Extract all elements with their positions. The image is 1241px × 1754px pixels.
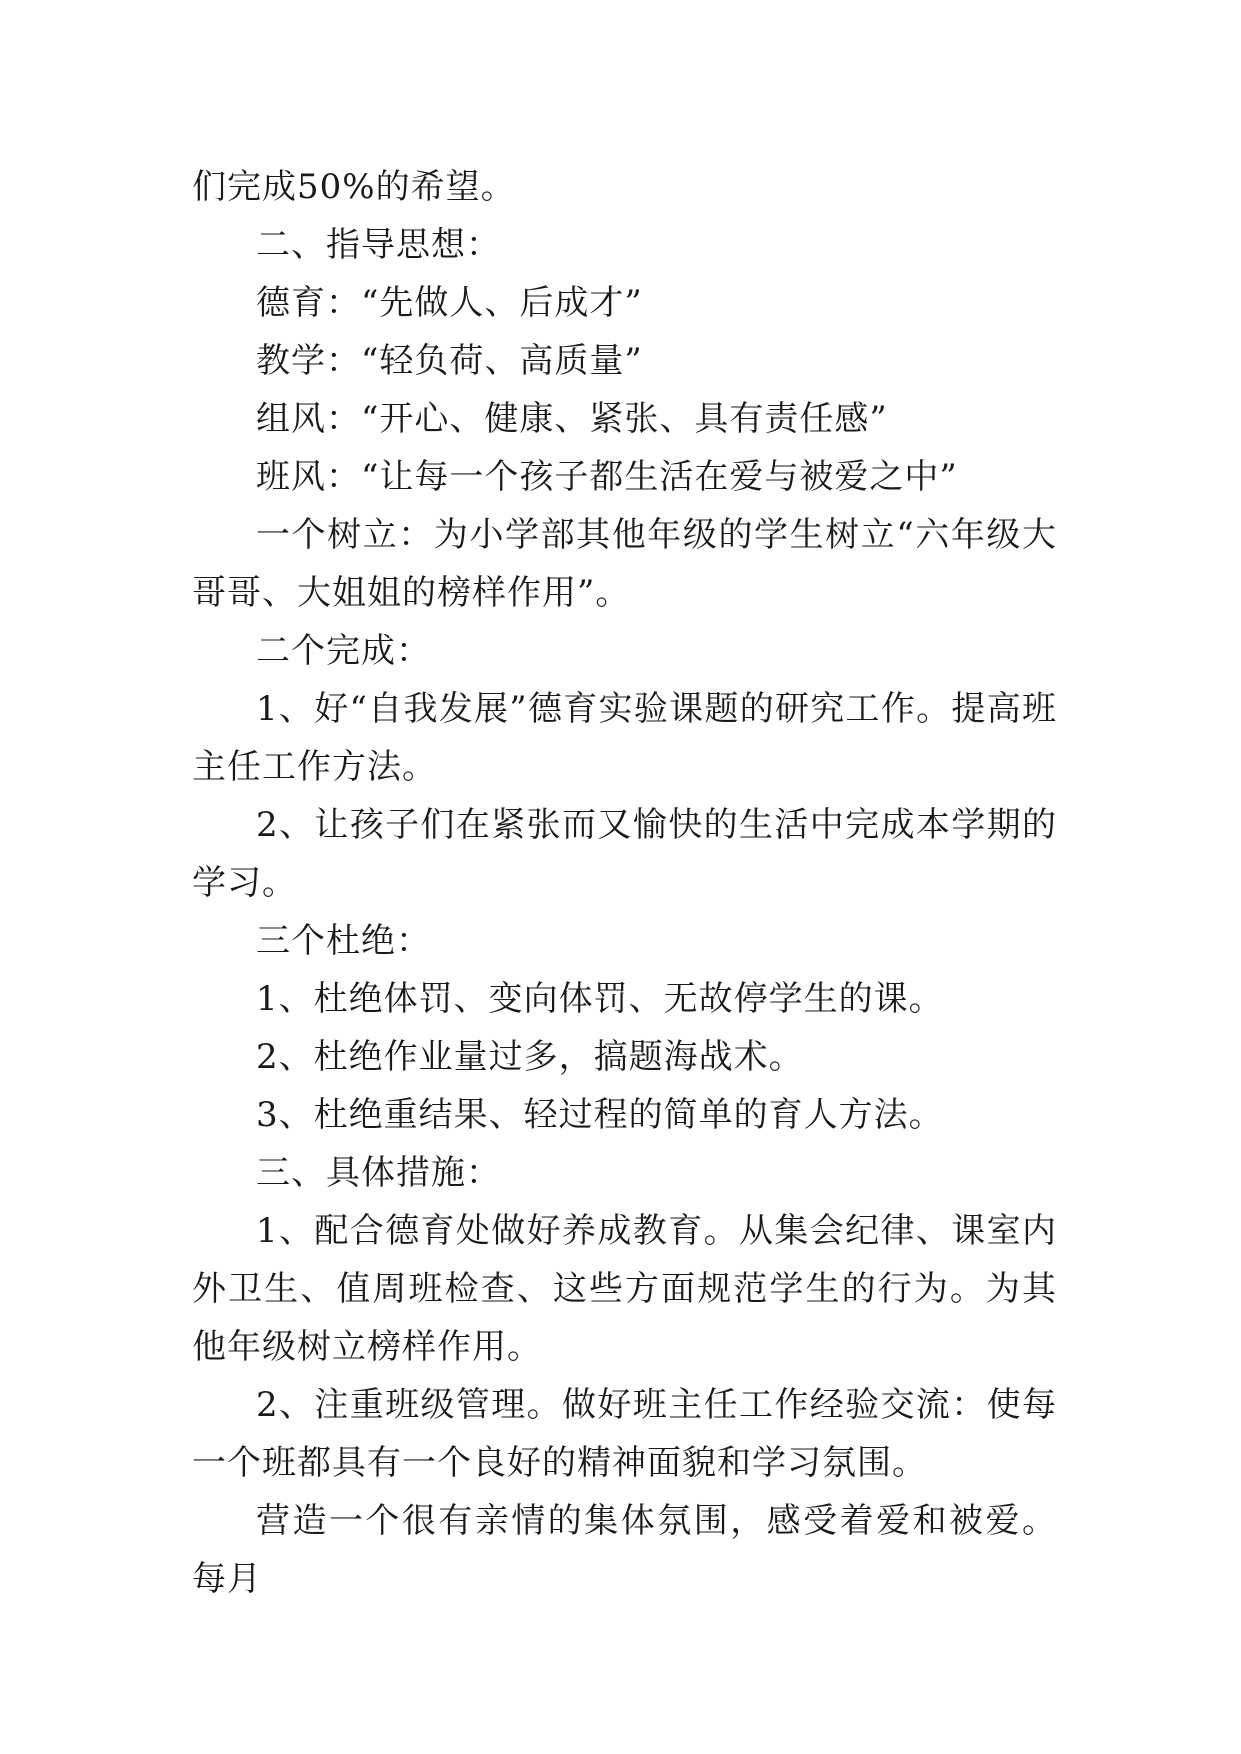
paragraph-class-style: 班风：“让每一个孩子都生活在爱与被爱之中”: [256, 457, 958, 497]
paragraph-atmosphere: 营造一个很有亲情的集体氛围，感受着爱和被爱。每月: [192, 1501, 1057, 1599]
list-item: 2、注重班级管理。做好班主任工作经验交流：使每一个班都具有一个良好的精神面貌和学习氛围。: [192, 1385, 1057, 1483]
list-item: 1、杜绝体罚、变向体罚、无故停学生的课。: [256, 979, 944, 1019]
heading-guiding-ideology: 二、指导思想：: [256, 225, 501, 265]
list-item: 2、让孩子们在紧张而又愉快的生活中完成本学期的学习。: [192, 805, 1057, 903]
paragraph-teaching: 教学：“轻负荷、高质量”: [256, 341, 643, 381]
heading-specific-measures: 三、具体措施：: [256, 1153, 501, 1193]
list-item: 1、好“自我发展”德育实验课题的研究工作。提高班主任工作方法。: [192, 689, 1057, 787]
list-item: 1、配合德育处做好养成教育。从集会纪律、课室内外卫生、值周班检查、这些方面规范学生的行为。为其他年级树立榜样作用。: [192, 1211, 1057, 1367]
paragraph-group-style: 组风：“开心、健康、紧张、具有责任感”: [256, 399, 888, 439]
paragraph-one-establish: 一个树立：为小学部其他年级的学生树立“六年级大哥哥、大姐姐的榜样作用”。: [192, 515, 1057, 613]
list-item: 2、杜绝作业量过多，搞题海战术。: [256, 1037, 804, 1077]
document-body: [192, 158, 1057, 1608]
heading-two-completions: 二个完成：: [256, 631, 431, 671]
heading-three-eliminations: 三个杜绝：: [256, 921, 431, 961]
paragraph-continuation: 们完成50%的希望。: [192, 167, 516, 207]
list-item: 3、杜绝重结果、轻过程的简单的育人方法。: [256, 1095, 944, 1135]
paragraph-moral-education: 德育：“先做人、后成才”: [256, 283, 643, 323]
